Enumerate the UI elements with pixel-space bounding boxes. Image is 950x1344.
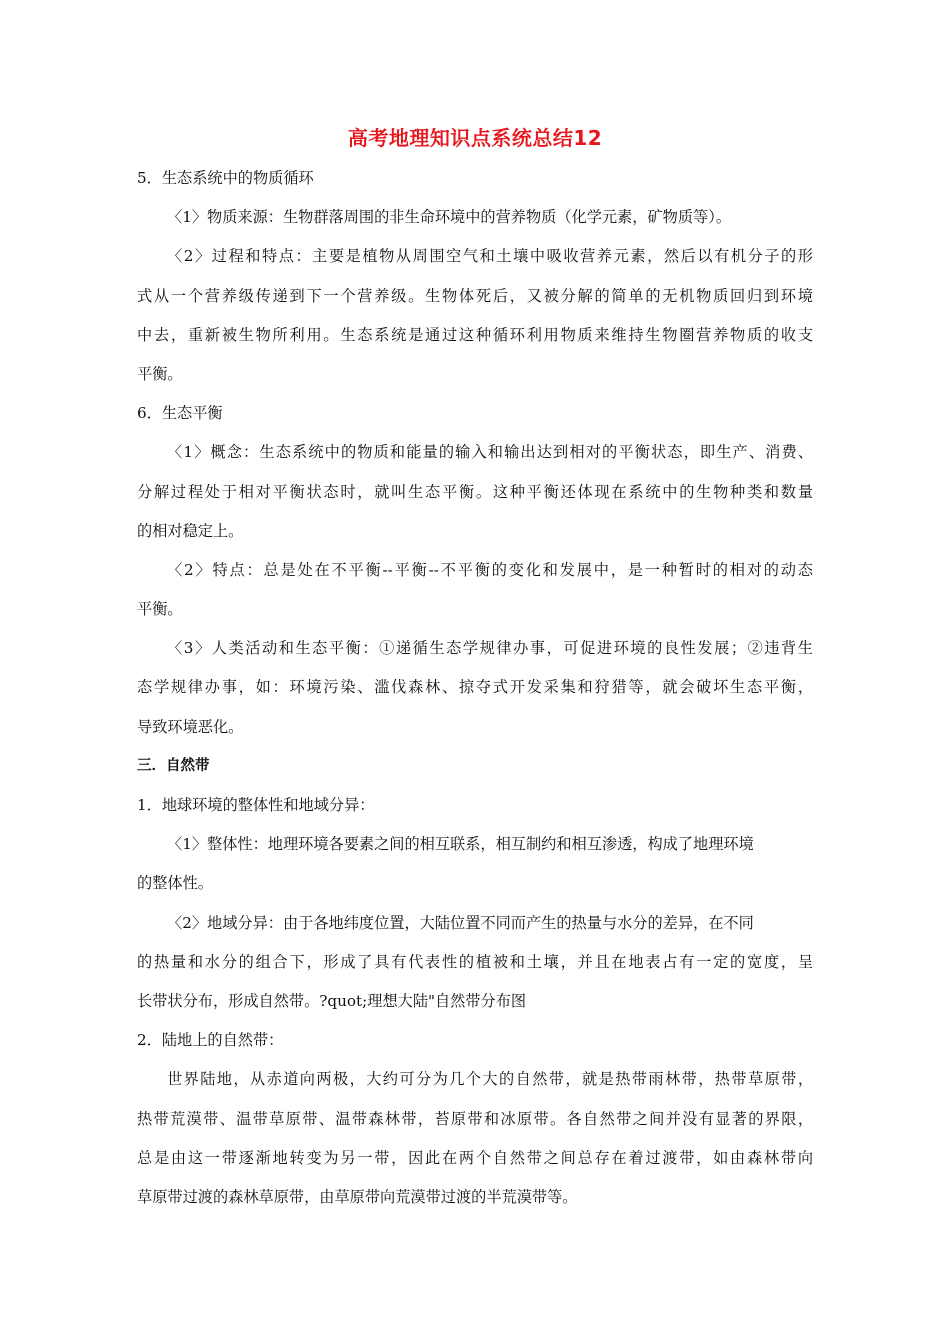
text-line: 世界陆地，从赤道向两极，大约可分为几个大的自然带，就是热带雨林带，热带草原带， (167, 1070, 813, 1089)
text-line: 态学规律办事，如：环境污染、滥伐森林、掠夺式开发采集和狩猎等，就会破坏生态平衡， (137, 678, 813, 697)
text-line: 〈1〉物质来源：生物群落周围的非生命环境中的营养物质（化学元素，矿物质等）。 (167, 208, 732, 227)
text-line: 的相对稳定上。 (137, 521, 244, 540)
text-line: 长带状分布，形成自然带。?quot;理想大陆"自然带分布图 (137, 991, 527, 1010)
text-line: 2．陆地上的自然带： (137, 1031, 284, 1050)
text-line: 中去，重新被生物所利用。生态系统是通过这种循环利用物质来维持生物圈营养物质的收支 (137, 325, 813, 344)
text-line: 的热量和水分的组合下，形成了具有代表性的植被和土壤，并且在地表占有一定的宽度，呈 (137, 952, 813, 971)
text-line: 热带荒漠带、温带草原带、温带森林带，苔原带和冰原带。各自然带之间并没有显著的界限， (137, 1109, 813, 1128)
text-line: 〈1〉概念：生态系统中的物质和能量的输入和输出达到相对的平衡状态，即生产、消费、 (167, 443, 813, 462)
text-line: 〈2〉地域分异：由于各地纬度位置，大陆位置不同而产生的热量与水分的差异，在不同 (167, 913, 754, 932)
text-line: 6．生态平衡 (137, 404, 223, 423)
text-line: 平衡。 (137, 364, 183, 383)
text-line: 5．生态系统中的物质循环 (137, 169, 314, 187)
text-line: 〈2〉特点：总是处在不平衡--平衡--不平衡的变化和发展中，是一种暂时的相对的动态 (167, 560, 813, 579)
text-line: 的整体性。 (137, 874, 213, 893)
document-body (137, 159, 813, 1217)
text-line: 分解过程处于相对平衡状态时，就叫生态平衡。这种平衡还体现在系统中的生物种类和数量 (137, 482, 813, 501)
document-title: 高考地理知识点系统总结12 (347, 126, 603, 150)
section-heading: 三．自然带 (137, 757, 210, 774)
text-line: 式从一个营养级传递到下一个营养级。生物体死后，又被分解的简单的无机物质回归到环境 (137, 286, 813, 305)
text-line: 1．地球环境的整体性和地域分异： (137, 796, 375, 814)
text-line: 〈3〉人类活动和生态平衡：①递循生态学规律办事，可促进环境的良性发展；②违背生 (167, 639, 813, 658)
text-line: 〈2〉过程和特点：主要是植物从周围空气和土壤中吸收营养元素，然后以有机分子的形 (167, 247, 813, 266)
text-line: 导致环境恶化。 (137, 717, 244, 736)
text-line: 总是由这一带逐渐地转变为另一带，因此在两个自然带之间总存在着过渡带，如由森林带向 (137, 1148, 813, 1167)
text-line: 草原带过渡的森林草原带，由草原带向荒漠带过渡的半荒漠带等。 (137, 1187, 578, 1206)
text-line: 平衡。 (137, 600, 183, 619)
text-line: 〈1〉整体性：地理环境各要素之间的相互联系，相互制约和相互渗透，构成了地理环境 (167, 835, 754, 854)
